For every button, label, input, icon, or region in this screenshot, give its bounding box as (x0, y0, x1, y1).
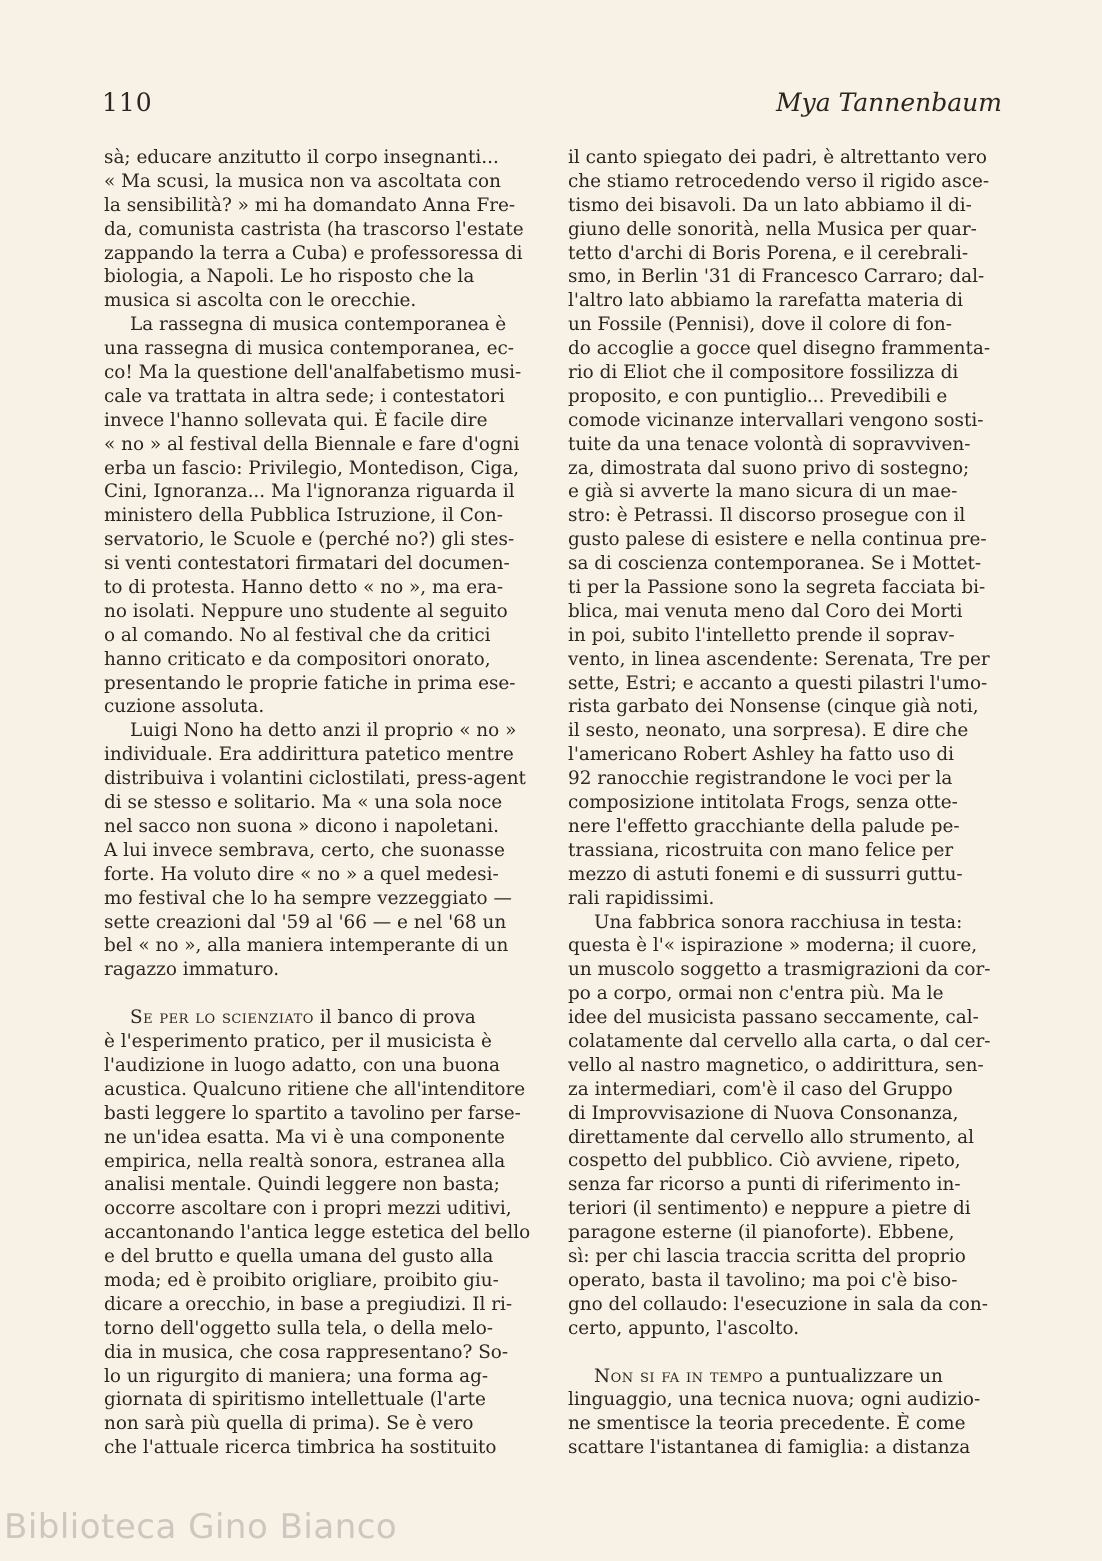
text-line: occorre ascoltare con i propri mezzi uditivi, (104, 1198, 512, 1220)
text-line: questa è l'« ispirazione » moderna; il cuore, (568, 935, 978, 957)
text-line: trassiana, ricostruita con mano felice per (568, 839, 954, 861)
text-line: do accoglie a gocce quel disegno frammenta- (568, 338, 991, 360)
text-line: cospetto del pubblico. Ciò avviene, ripeto, (568, 1150, 961, 1172)
text-line: tismo dei bisavoli. Da un lato abbiamo il di- (568, 194, 972, 216)
text-line: sette creazioni dal '59 al '66 — e nel '68 un (104, 911, 507, 933)
text-line: moda; ed è proibito origliare, proibito giu- (104, 1269, 499, 1291)
text-line: co! Ma la questione dell'analfabetismo musi- (104, 362, 522, 384)
text-line: rali rapidissimi. (568, 887, 715, 909)
text-line: po a corpo, ormai non c'entra più. Ma le (568, 983, 944, 1005)
text-line: e già si avverte la mano sicura di un mae- (568, 481, 958, 503)
text-line: di se stesso e solitario. Ma « una sola noce (104, 792, 503, 814)
text-line (568, 1365, 1000, 1389)
text-line: Una fabbrica sonora racchiusa in testa: (594, 911, 963, 933)
left-text-column (104, 146, 536, 1460)
text-line: in poi, subito l'intelletto prende il soprav- (568, 624, 955, 646)
text-line: direttamente dal cervello allo strumento, al (568, 1126, 975, 1148)
text-line: certo, appunto, l'ascolto. (568, 1317, 800, 1339)
text-line: biologia, a Napoli. Le ho risposto che la (104, 266, 475, 288)
text-line: za, dimostrata dal suono privo di sostegno; (568, 457, 970, 479)
text-line: o al comando. No al festival che da critici (104, 624, 491, 646)
text-line: cale va trattata in altra sede; i contestatori (104, 385, 505, 407)
text-line: torno dell'oggetto sulla tela, o della melo- (104, 1317, 493, 1339)
text-line: acustica. Qualcuno ritiene che all'intenditore (104, 1078, 526, 1100)
text-line: no isolati. Neppure uno studente al seguito (104, 600, 508, 622)
text-line: che stiamo retrocedendo verso il rigido asce- (568, 170, 990, 192)
text-line: tetto d'archi di Boris Porena, e il cerebrali- (568, 242, 969, 264)
text-line: giornata di spiritismo intellettuale (l'arte (104, 1389, 486, 1411)
text-line: la sensibilità? » mi ha domandato Anna Fre- (104, 194, 516, 216)
text-line: si venti contestatori firmatari del documen- (104, 553, 510, 575)
text-line: è l'esperimento pratico, per il musicista è (104, 1031, 492, 1053)
text-line: gusto palese di esistere e nella continua pre- (568, 529, 987, 551)
text-line: paragone esterne (il pianoforte). Ebbene, (568, 1222, 955, 1244)
text-line: ti per la Passione sono la segreta facciata bi- (568, 577, 986, 599)
text-line: distribuiva i volantini ciclostilati, press-agent (104, 768, 526, 790)
text-line: sette, Estri; e accanto a questi pilastri l'umo- (568, 672, 988, 694)
text-line: La rassegna di musica contemporanea è (130, 314, 507, 336)
text-line: l'americano Robert Ashley ha fatto uso di (568, 744, 955, 766)
text-line: idee del musicista passano seccamente, cal- (568, 1007, 979, 1029)
text-line: forte. Ha voluto dire « no » a quel medesi- (104, 863, 499, 885)
running-head-author: Mya Tannenbaum (775, 88, 1002, 117)
text-line: il canto spiegato dei padri, è altrettanto vero (568, 147, 987, 168)
text-line: composizione intitolata Frogs, senza otte- (568, 792, 958, 814)
text-line: erba un fascio: Privilegio, Montedison, Ciga, (104, 457, 520, 479)
text-line: to di protesta. Hanno detto « no », ma era- (104, 577, 504, 599)
text-line: nere l'effetto gracchiante della palude pe- (568, 815, 960, 837)
text-line: colatamente dal cervello alla carta, o dal cer- (568, 1030, 991, 1052)
text-line: dicare a orecchio, in base a pregiudizi. Il ri- (104, 1293, 513, 1315)
text-line: vello al nastro magnetico, o addirittura, sen- (568, 1054, 984, 1076)
text-line: sà; educare anzitutto il corpo insegnanti... (104, 147, 499, 168)
text-line: mezzo di astuti fonemi e di sussurri guttu- (568, 863, 963, 885)
text-line: zappando la terra a Cuba) e professoressa di (104, 242, 523, 264)
text-line: servatorio, le Scuole e (perché no?) gli stes- (104, 529, 515, 551)
text-line: Cini, Ignoranza... Ma l'ignoranza riguarda il (104, 481, 515, 503)
text-line: nel sacco non suona » dicono i napoletani. (104, 815, 499, 837)
text-line: ne un'idea esatta. Ma vi è una componente (104, 1126, 505, 1148)
text-line: l'audizione in luogo adatto, con una buona (104, 1054, 500, 1076)
text-line: za intermediari, com'è il caso del Gruppo (568, 1078, 953, 1100)
library-watermark: Biblioteca Gino Bianco (4, 1507, 398, 1547)
text-line: invece l'hanno sollevata qui. È facile dire (104, 409, 488, 431)
text-line: sì: per chi lascia traccia scritta del proprio (568, 1245, 966, 1267)
text-line: accantonando l'antica legge estetica del bello (104, 1222, 531, 1244)
text-line: empirica, nella realtà sonora, estranea alla (104, 1150, 506, 1172)
text-line: smo, in Berlin '31 di Francesco Carraro; dal- (568, 266, 985, 288)
text-line: « Ma scusi, la musica non va ascoltata con (104, 170, 501, 192)
text-line: teriori (il sentimento) e neppure a pietre di (568, 1198, 971, 1220)
text-line: proposito, e con puntiglio... Prevedibili e (568, 385, 948, 407)
text-line: cuzione assoluta. (104, 696, 265, 718)
text-line: non sarà più quella di prima). Se è vero (104, 1413, 474, 1435)
section-lead-small-caps: Non si fa in tempo (594, 1365, 764, 1387)
text-line: basti leggere lo spartito a tavolino per farse- (104, 1102, 521, 1124)
text-line: un muscolo soggetto a trasmigrazioni da cor- (568, 959, 991, 981)
text-line: scattare l'istantanea di famiglia: a distanza (568, 1437, 971, 1459)
text-line (104, 1006, 536, 1030)
text-line: un Fossile (Pennisi), dove il colore di fon- (568, 314, 952, 336)
text-line: ne smentisce la teoria precedente. È come (568, 1413, 966, 1435)
text-line: rista garbato dei Nonsense (cinque già noti, (568, 696, 979, 718)
text-line: da, comunista castrista (ha trascorso l'estate (104, 218, 524, 240)
page-number: 110 (102, 88, 153, 117)
text-line: e del brutto e quella umana del gusto alla (104, 1246, 494, 1268)
right-text-column (568, 146, 1000, 1460)
text-line-content: a puntualizzare un (763, 1365, 943, 1387)
text-line: lo un rigurgito di maniera; una forma ag- (104, 1365, 489, 1387)
text-line: A lui invece sembrava, certo, che suonasse (104, 839, 505, 861)
text-line: Luigi Nono ha detto anzi il proprio « no » (130, 720, 517, 742)
text-line: musica si ascolta con le orecchie. (104, 290, 417, 312)
text-line: « no » al festival della Biennale e fare d'ogni (104, 433, 520, 455)
page-header (102, 88, 1002, 128)
text-line: rio di Eliot che il compositore fossilizza di (568, 362, 959, 384)
text-line: bel « no », alla maniera intemperante di un (104, 935, 509, 957)
text-line: hanno criticato e da compositori onorato, (104, 648, 491, 670)
text-line: dia in musica, che cosa rappresentano? So- (104, 1341, 509, 1363)
text-line: operato, basta il tavolino; ma poi c'è biso- (568, 1269, 958, 1291)
text-line: presentando le proprie fatiche in prima ese- (104, 672, 516, 694)
text-line: il sesto, neonato, una sorpresa). E dire che (568, 720, 969, 742)
text-line: tuite da una tenace volontà di sopravviven- (568, 433, 971, 455)
text-line: ministero della Pubblica Istruzione, il Con- (104, 505, 503, 527)
text-line: senza far ricorso a punti di riferimento in- (568, 1174, 961, 1196)
text-line: analisi mentale. Quindi leggere non basta; (104, 1174, 500, 1196)
text-line: di Improvvisazione di Nuova Consonanza, (568, 1102, 959, 1124)
text-line: 92 ranocchie registrandone le voci per la (568, 768, 953, 790)
text-line: blica, mai venuta meno dal Coro dei Morti (568, 600, 963, 622)
text-line: vento, in linea ascendente: Serenata, Tre per (568, 648, 990, 670)
text-line: linguaggio, una tecnica nuova; ogni audizio- (568, 1389, 981, 1411)
text-line: sa di coscienza contemporanea. Se i Mottet- (568, 553, 982, 575)
text-line: ragazzo immaturo. (104, 959, 280, 981)
text-line: una rassegna di musica contemporanea, ec- (104, 338, 514, 360)
text-line: stro: è Petrassi. Il discorso prosegue con il (568, 505, 966, 527)
text-line: l'altro lato abbiamo la rarefatta materia di (568, 290, 964, 312)
text-line: individuale. Era addirittura patetico mentre (104, 744, 514, 766)
text-line: giuno delle sonorità, nella Musica per quar- (568, 218, 977, 240)
text-line: mo festival che lo ha sempre vezzeggiato — (104, 887, 512, 909)
text-line-content: il banco di prova (313, 1007, 476, 1029)
text-line: comode vicinanze intervallari vengono sosti- (568, 409, 984, 431)
text-line: gno del collaudo: l'esecuzione in sala da con- (568, 1293, 988, 1315)
section-lead-small-caps: Se per lo scienziato (130, 1007, 314, 1029)
text-line: che l'attuale ricerca timbrica ha sostituito (104, 1437, 497, 1459)
